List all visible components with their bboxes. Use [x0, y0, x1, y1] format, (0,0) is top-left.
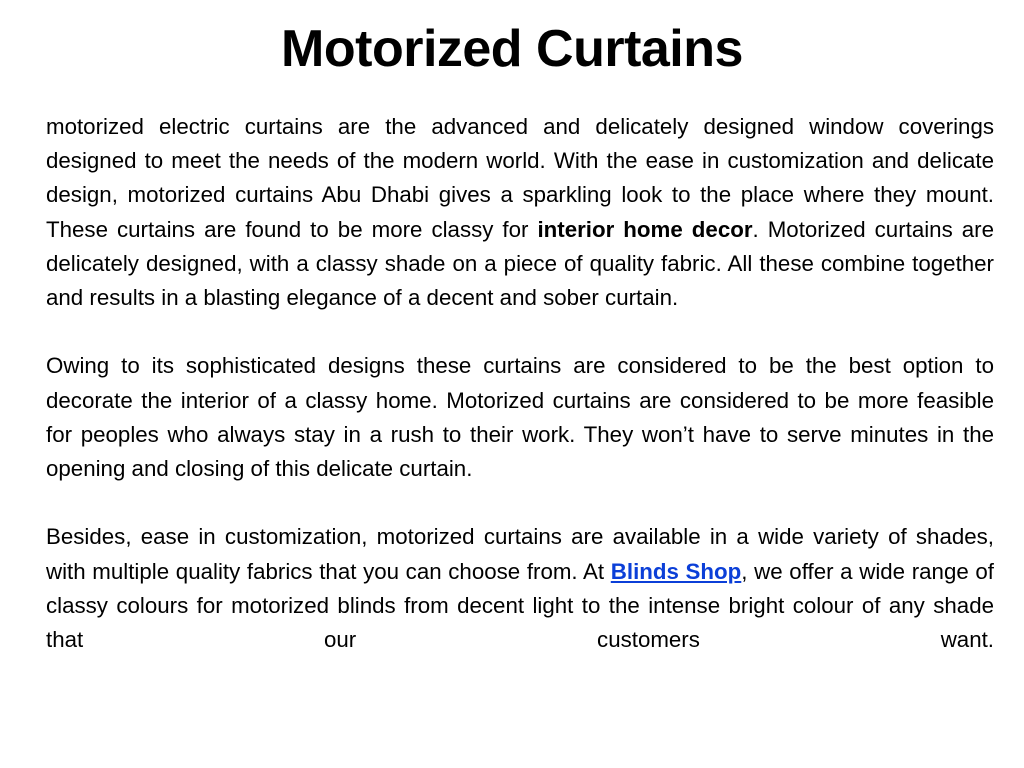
paragraph-intro-text-start: motorized electric curtains are the advanced and delicately designed window coverings designed to meet the needs of the modern world. With the ease in customization and delicate design, motorized curtains Abu Dhabi gives a sparkling look to the place where they mount. These curtains are found to be more classy for — [46, 114, 994, 242]
blinds-shop-link[interactable]: Blinds Shop — [610, 558, 742, 584]
paragraph-benefits — [46, 349, 994, 486]
paragraph-offer-text-end: , we offer a wide range of classy colours for motorized blinds from decent light to the intense bright colour of any shade that our customers want. — [46, 558, 995, 653]
interior-home-decor-emphasis: interior home decor — [537, 216, 753, 242]
paragraph-offer-text-start: Besides, ease in customization, motorized curtains are available in a wide variety of shades, with multiple quality fabrics that you can choose from. At — [46, 524, 994, 584]
paragraph-offer — [46, 520, 994, 657]
paragraph-intro-text-end: . Motorized curtains are delicately designed, with a classy shade on a piece of quality fabric. All these combine together and results in a blasting elegance of a decent and sober curtain. — [46, 216, 994, 311]
paragraph-benefits-text: Owing to its sophisticated designs these curtains are considered to be the best option to decorate the interior of a classy home. Motorized curtains are considered to be more feasible for peoples who always stay in a rush to their work. They won’t have to serve minutes in the opening and closing of this delicate curtain. — [46, 353, 994, 482]
slide-body — [46, 110, 994, 657]
page-title: Motorized Curtains — [281, 20, 743, 78]
paragraph-intro — [46, 110, 994, 315]
